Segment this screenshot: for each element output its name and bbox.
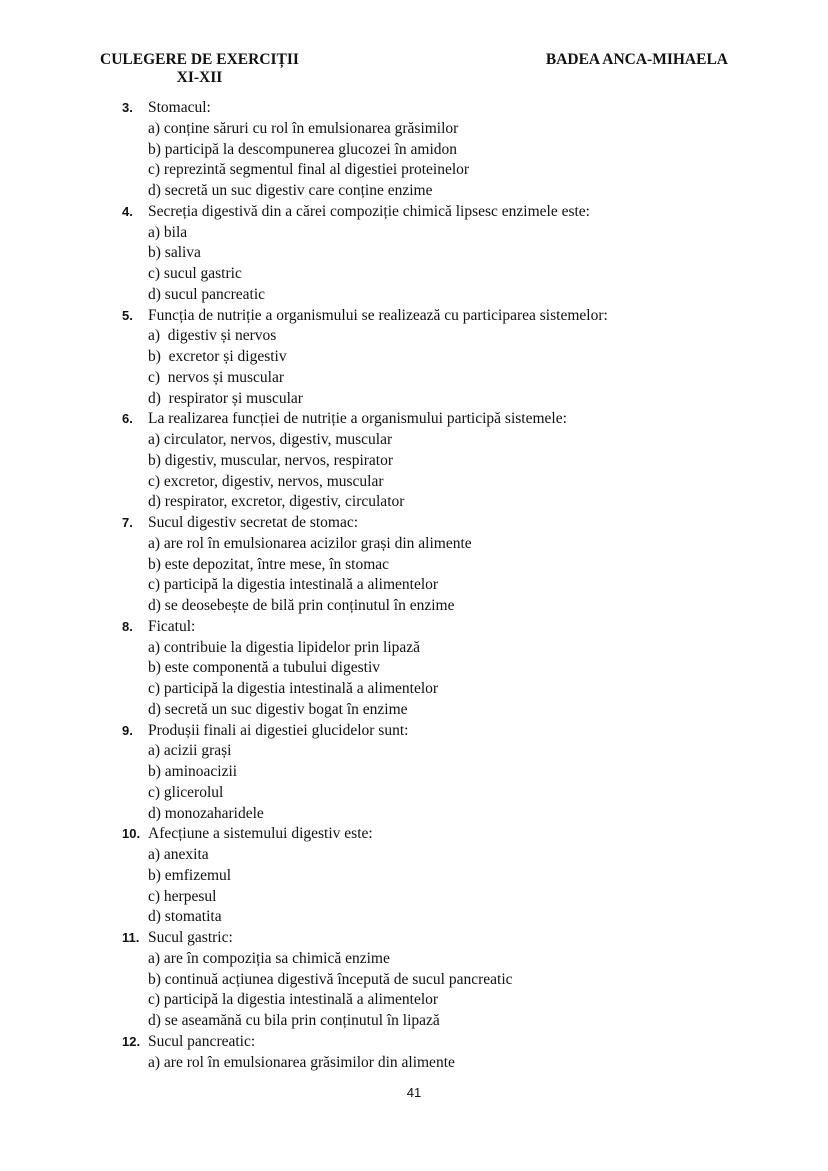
question-text: Sucul digestiv secretat de stomac:: [148, 514, 359, 531]
question-number: 3.: [122, 100, 133, 115]
answer-option: b) continuă acțiunea digestivă începută de sucul pancreatic: [148, 970, 513, 988]
question-item: [122, 824, 742, 928]
question-text: Stomacul:: [148, 99, 211, 116]
question-line: [122, 721, 742, 742]
answer-option: a) are rol în emulsionarea grăsimilor din alimente: [148, 1053, 455, 1071]
question-line: [122, 824, 742, 845]
question-number: 12.: [122, 1033, 141, 1049]
answer-option: a) bila: [148, 223, 188, 241]
question-item: [122, 513, 742, 617]
answer-option: c) participă la digestia intestinală a alimentelor: [148, 576, 439, 594]
answer-option: b) participă la descompunerea glucozei în amidon: [148, 140, 458, 158]
answer-option: a) conține săruri cu rol în emulsionarea grăsimilor: [148, 119, 459, 137]
answer-option: c) reprezintă segmentul final al digestiei proteinelor: [148, 161, 470, 179]
question-text: Produșii finali ai digestiei glucidelor sunt:: [148, 721, 409, 739]
answer-option: c) excretor, digestiv, nervos, muscular: [148, 472, 384, 490]
answer-option: c) participă la digestia intestinală a alimentelor: [148, 991, 439, 1009]
page-number: 41: [406, 1085, 422, 1100]
question-text: Secreția digestivă din a cărei compoziție chimică lipsesc enzimele este:: [148, 202, 590, 220]
answer-option: d) monozaharidele: [148, 804, 264, 822]
question-list: [122, 98, 742, 1073]
answer-option: d) respirator, excretor, digestiv, circulator: [148, 493, 405, 511]
answer-option: b) emfizemul: [148, 866, 232, 884]
answer-option: a) are rol în emulsionarea acizilor grași din alimente: [148, 534, 472, 552]
answer-option: d) respirator și muscular: [148, 389, 303, 407]
answer-option: c) glicerolul: [148, 783, 224, 801]
question-item: [122, 202, 742, 306]
answer-option: d) se aseamănă cu bila prin conținutul în lipază: [148, 1012, 440, 1029]
answer-option: d) secretă un suc digestiv care conține enzime: [148, 182, 433, 199]
answer-option: a) are în compoziția sa chimică enzime: [148, 949, 390, 967]
question-number: 6.: [122, 411, 133, 427]
answer-option: b) aminoacizii: [148, 763, 238, 780]
question-item: [122, 1032, 742, 1074]
question-line: [122, 928, 742, 949]
question-item: [122, 928, 742, 1032]
book-title-line-2: XI-XII: [176, 69, 223, 86]
question-line: [122, 98, 742, 119]
question-number: 10.: [122, 826, 141, 842]
question-text: La realizarea funcției de nutriție a organismului participă sistemele:: [148, 410, 567, 428]
question-text: Afecțiune a sistemului digestiv este:: [148, 825, 373, 843]
answer-option: c) nervos și muscular: [148, 368, 285, 386]
answer-option: b) este depozitat, între mese, în stomac: [148, 555, 390, 573]
question-line: [122, 513, 742, 534]
question-item: [122, 98, 742, 202]
answer-option: c) herpesul: [148, 887, 217, 905]
answer-option: a) anexita: [148, 846, 209, 863]
answer-option: d) stomatita: [148, 908, 222, 926]
answer-option: d) secretă un suc digestiv bogat în enzime: [148, 700, 408, 718]
answer-option: d) se deosebește de bilă prin conținutul în enzime: [148, 597, 455, 614]
question-number: 8.: [122, 618, 133, 634]
question-line: [122, 617, 742, 638]
answer-option: b) este componentă a tubului digestiv: [148, 659, 381, 677]
answer-option: a) contribuie la digestia lipidelor prin lipază: [148, 638, 421, 656]
question-number: 5.: [122, 307, 133, 323]
question-line: [122, 409, 742, 430]
answer-option: b) saliva: [148, 244, 201, 262]
question-number: 4.: [122, 203, 133, 219]
question-line: [122, 202, 742, 223]
question-item: [122, 306, 742, 410]
question-text: Sucul gastric:: [148, 929, 233, 946]
question-number: 11.: [122, 930, 140, 945]
answer-option: b) excretor și digestiv: [148, 348, 287, 365]
question-line: [122, 306, 742, 327]
book-title-line-1: CULEGERE DE EXERCIȚII: [100, 51, 299, 68]
question-text: Ficatul:: [148, 617, 196, 635]
answer-option: d) sucul pancreatic: [148, 285, 266, 303]
book-title: [100, 51, 299, 87]
answer-option: b) digestiv, muscular, nervos, respirator: [148, 451, 394, 469]
answer-option: a) circulator, nervos, digestiv, muscular: [148, 431, 393, 448]
answer-option: a) digestiv și nervos: [148, 327, 277, 345]
answer-option: c) participă la digestia intestinală a alimentelor: [148, 680, 439, 697]
question-number: 9.: [122, 722, 133, 738]
question-text: Funcția de nutriție a organismului se realizează cu participarea sistemelor:: [148, 306, 608, 324]
question-item: [122, 617, 742, 721]
answer-option: c) sucul gastric: [148, 265, 242, 282]
question-item: [122, 409, 742, 513]
question-text: Sucul pancreatic:: [148, 1032, 256, 1050]
author-name: BADEA ANCA-MIHAELA: [545, 51, 728, 68]
answer-option: a) acizii grași: [148, 742, 232, 760]
question-line: [122, 1032, 742, 1053]
question-item: [122, 721, 742, 825]
question-number: 7.: [122, 515, 133, 530]
